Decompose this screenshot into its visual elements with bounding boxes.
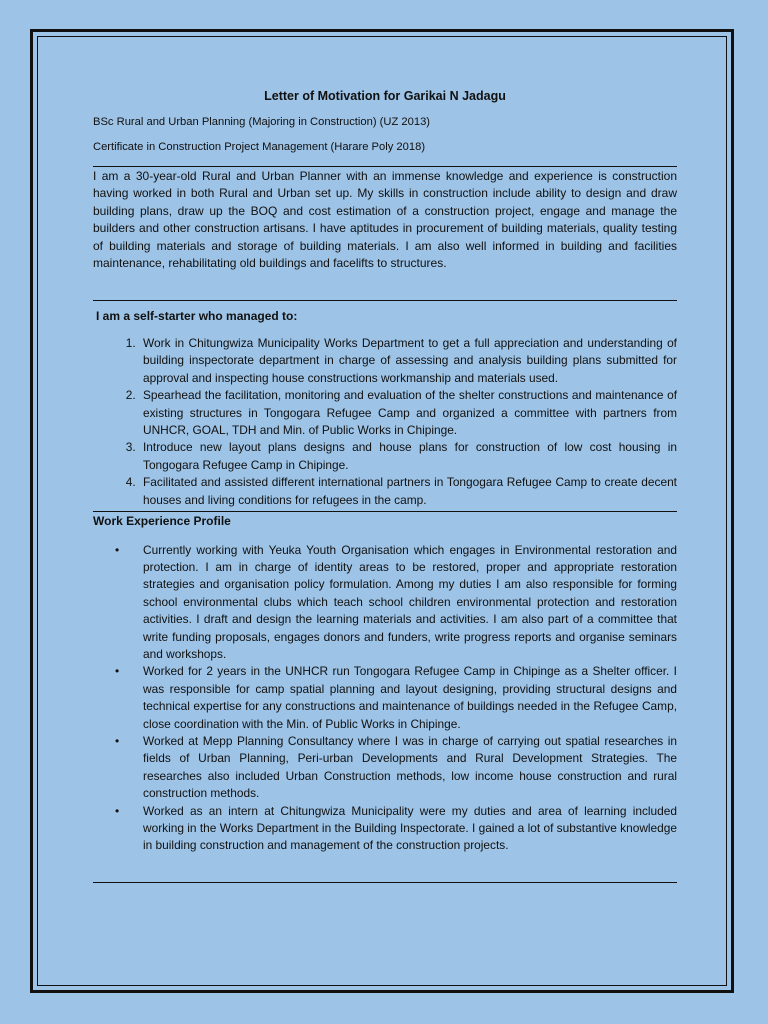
- list-item: [115, 663, 677, 733]
- achievements-list: [93, 335, 677, 509]
- letter-title: Letter of Motivation for Garikai N Jadagu: [264, 89, 506, 103]
- list-item: 4. Facilitated and assisted different international partners in Tongogara Refugee Camp to create decent houses and living conditions for refugees in the camp.: [139, 474, 677, 509]
- divider: [93, 882, 677, 883]
- bullet-icon: •: [115, 803, 120, 818]
- qualification-certificate: Certificate in Construction Project Management (Harare Poly 2018): [93, 141, 426, 153]
- experience-text: Worked at Mepp Planning Consultancy where I was in charge of carrying out spatial researches in fields of Urban Planning, Peri-urban Developments and Rural Development Strategies. The researches also included Urban Construction methods, low income house construction and rural construction methods.: [143, 734, 677, 801]
- experience-text: Currently working with Yeuka Youth Organisation which engages in Environmental restoration and protection. I am in charge of identity areas to be restored, proper and appropriate restoration strategies and organisation policy formulation. Among my duties I am also responsible for forming school environmental clubs which teach school children environmental protection and restoration activities. I draft and design the learning materials and activities. I am also part of a committee that write funding proposals, engages donors and funders, write progress reports and organise seminars and workshops.: [143, 542, 677, 661]
- divider: [93, 511, 677, 512]
- intro-paragraph: I am a 30-year-old Rural and Urban Planner with an immense knowledge and experience is construction having worked in both Rural and Urban set up. My skills in construction include ability to design and draw building plans, draw up the BOQ and cost estimation of a construction project, engage and manage the builders and other construction artisans. I have aptitudes in procurement of building materials, quality testing of building materials and storage of building materials. I am also well informed in building and facilities maintenance, rehabilitating old buildings and facelifts to structures.: [93, 168, 677, 270]
- experience-heading: Work Experience Profile: [93, 514, 231, 529]
- experience-text: Worked as an intern at Chitungwiza Municipality were my duties and area of learning included working in the Works Department in the Building Inspectorate. I gained a lot of substantive knowledge in building construction and management of the construction projects.: [143, 803, 677, 853]
- list-item: [115, 803, 677, 855]
- list-item: 2. Spearhead the facilitation, monitoring and evaluation of the shelter constructions and maintenance of existing structures in Tongogara Refugee Camp and organized a committee with partners from UNHCR, GOAL, TDH and Min. of Public Works in Chipinge.: [139, 387, 677, 439]
- achievements-heading: I am a self-starter who managed to:: [96, 308, 298, 323]
- bullet-icon: •: [115, 734, 120, 749]
- divider: [93, 166, 677, 167]
- experience-list: [93, 542, 677, 855]
- qualification-degree: BSc Rural and Urban Planning (Majoring in Construction) (UZ 2013): [93, 115, 431, 128]
- letter-body: [93, 88, 677, 883]
- list-item: [115, 542, 677, 664]
- list-item: 3. Introduce new layout plans designs and house plans for construction of low cost housing in Tongogara Refugee Camp in Chipinge.: [139, 439, 677, 474]
- bullet-icon: •: [115, 664, 120, 679]
- list-item: 1. Work in Chitungwiza Municipality Works Department to get a full appreciation and understanding of building inspectorate department in charge of assessing and analysis building plans submitted for approval and inspecting house constructions workmanship and materials used.: [139, 335, 677, 387]
- experience-text: Worked for 2 years in the UNHCR run Tongogara Refugee Camp in Chipinge as a Shelter officer. I was responsible for camp spatial planning and layout designing, providing structural designs and technical expertise for any constructions and maintenance of buildings needed in the Refugee Camp, close coordination with the Min. of Public Works in Chipinge.: [143, 664, 677, 731]
- bullet-icon: •: [115, 542, 120, 557]
- divider: [93, 300, 677, 301]
- list-item: [115, 733, 677, 803]
